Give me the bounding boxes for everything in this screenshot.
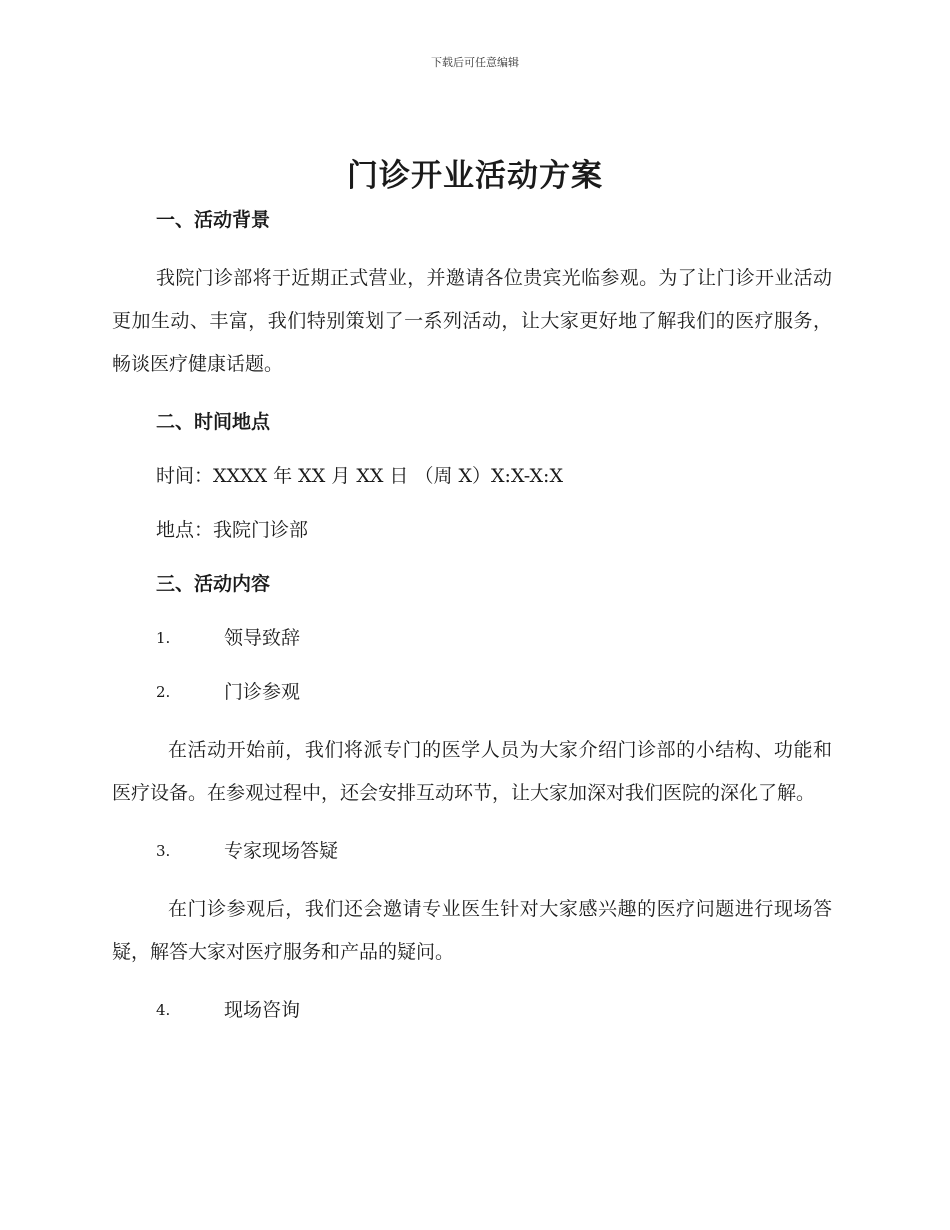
list-number: 2. (156, 683, 171, 701)
list-item (156, 992, 832, 1028)
list-label: 专家现场答疑 (224, 840, 339, 862)
tour-paragraph: 在活动开始前，我们将派专门的医学人员为大家介绍门诊部的小结构、功能和医疗设备。在参观过程中，还会安排互动环节，让大家加深对我们医院的深化了解。 (112, 739, 832, 804)
list-item (156, 674, 832, 710)
list-label: 领导致辞 (224, 627, 301, 649)
list-number: 3. (156, 842, 171, 860)
section-heading-time-place: 二、时间地点 (156, 411, 271, 433)
section-heading-background: 一、活动背景 (156, 209, 271, 231)
list-number: 4. (156, 1001, 171, 1019)
document-body (112, 202, 832, 1028)
list-number: 1. (156, 629, 171, 647)
header-note: 下载后可任意编辑 (431, 56, 519, 69)
qa-paragraph: 在门诊参观后，我们还会邀请专业医生针对大家感兴趣的医疗问题进行现场答疑，解答大家对医疗服务和产品的疑问。 (112, 898, 832, 963)
document-title: 门诊开业活动方案 (347, 158, 603, 194)
event-time: 时间：XXXX 年 XX 月 XX 日 （周 X）X:X-X:X (156, 465, 563, 487)
background-paragraph: 我院门诊部将于近期正式营业，并邀请各位贵宾光临参观。为了让门诊开业活动更加生动、丰富，我们特别策划了一系列活动，让大家更好地了解我们的医疗服务，畅谈医疗健康话题。 (112, 267, 832, 375)
list-item (156, 833, 832, 869)
list-label: 门诊参观 (224, 681, 301, 703)
list-label: 现场咨询 (224, 999, 301, 1021)
section-heading-content: 三、活动内容 (156, 573, 271, 595)
event-place: 地点：我院门诊部 (156, 519, 309, 541)
list-item (156, 620, 832, 656)
